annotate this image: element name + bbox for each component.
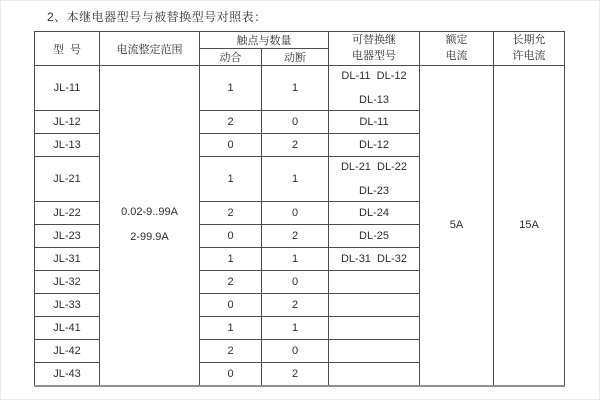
model-cell: JL-12 [35, 111, 100, 134]
current-setting-range-cell-line: 2-99.9A [130, 231, 169, 244]
normally-closed-count-cell: 1 [262, 317, 329, 340]
normally-open-count-cell: 0 [200, 294, 262, 317]
normally-open-count-cell: 1 [200, 66, 262, 111]
normally-open-count-cell: 0 [200, 225, 262, 248]
model-cell: JL-21 [35, 157, 100, 202]
replaceable-models-cell [329, 66, 420, 111]
normally-open-count-cell: 1 [200, 317, 262, 340]
replaceable-models-cell [329, 202, 420, 225]
replaceable-models-cell [329, 248, 420, 271]
longterm-current-cell-line: 15A [519, 219, 539, 232]
normally-open-count-cell: 2 [200, 271, 262, 294]
table-header [35, 32, 565, 66]
relay-comparison-table [34, 31, 565, 387]
normally-closed-count-cell: 1 [262, 248, 329, 271]
replaceable-models-cell [329, 157, 420, 202]
header-rated-line1: 额定 [445, 33, 468, 46]
normally-open-count-cell: 0 [200, 363, 262, 386]
replaceable-model-line: DL-21 DL-22 [340, 160, 408, 173]
replaceable-model-line: DL-24 [359, 206, 389, 219]
normally-open-count-cell: 2 [200, 202, 262, 225]
replaceable-model-line: DL-13 [359, 94, 389, 106]
rated-current-cell [420, 66, 494, 386]
table-row [35, 66, 565, 111]
header-current-range: 电流整定范围 [100, 32, 200, 66]
replaceable-models-cell [329, 225, 420, 248]
replaceable-models-cell [329, 271, 420, 294]
normally-closed-count-cell: 2 [262, 225, 329, 248]
current-setting-range-cell-line: 0.02-9..99A [121, 206, 178, 219]
model-cell: JL-43 [35, 363, 100, 386]
model-cell: JL-22 [35, 202, 100, 225]
header-longterm-line1: 长期允 [512, 33, 546, 46]
normally-open-count-cell: 0 [200, 134, 262, 157]
normally-closed-count-cell: 2 [262, 294, 329, 317]
normally-closed-count-cell: 1 [262, 66, 329, 111]
normally-closed-count-cell: 0 [262, 340, 329, 363]
model-cell: JL-41 [35, 317, 100, 340]
longterm-current-cell [494, 66, 565, 386]
header-replaceable [329, 32, 420, 66]
normally-closed-count-cell: 2 [262, 134, 329, 157]
replaceable-models-cell [329, 317, 420, 340]
replaceable-models-cell [329, 294, 420, 317]
model-cell: JL-42 [35, 340, 100, 363]
normally-closed-count-cell: 0 [262, 271, 329, 294]
replaceable-models-cell [329, 134, 420, 157]
normally-open-count-cell: 1 [200, 157, 262, 202]
replaceable-model-line: DL-11 DL-12 [341, 69, 407, 82]
header-normally-closed: 动断 [262, 49, 329, 66]
normally-closed-count-cell: 0 [262, 202, 329, 225]
model-cell: JL-13 [35, 134, 100, 157]
replaceable-model-line: DL-31 DL-32 [340, 252, 408, 265]
replaceable-model-line: DL-11 [359, 115, 389, 128]
header-longterm-current [494, 32, 565, 66]
normally-open-count-cell: 2 [200, 340, 262, 363]
model-cell: JL-11 [35, 66, 100, 111]
header-replaceable-line1: 可替换继 [352, 33, 396, 46]
normally-closed-count-cell: 2 [262, 363, 329, 386]
normally-closed-count-cell: 0 [262, 111, 329, 134]
model-cell: JL-33 [35, 294, 100, 317]
replaceable-models-cell [329, 111, 420, 134]
header-replaceable-line2: 电器型号 [352, 49, 396, 62]
replaceable-models-cell [329, 340, 420, 363]
replaceable-model-line: DL-25 [359, 229, 389, 242]
replaceable-model-line: DL-12 [359, 138, 389, 151]
header-normally-open: 动合 [200, 49, 262, 66]
normally-open-count-cell: 1 [200, 248, 262, 271]
model-cell: JL-32 [35, 271, 100, 294]
header-model: 型 号 [35, 32, 100, 66]
model-cell: JL-31 [35, 248, 100, 271]
table-body [35, 66, 565, 386]
replaceable-model-line: DL-23 [359, 185, 389, 197]
normally-closed-count-cell: 1 [262, 157, 329, 202]
header-rated-line2: 电流 [445, 49, 468, 62]
page-title: 2、本继电器型号与被替换型号对照表： [47, 10, 267, 24]
replaceable-models-cell [329, 363, 420, 386]
rated-current-cell-line: 5A [449, 219, 464, 232]
current-setting-range-cell [100, 66, 200, 386]
header-contacts-group: 触点与数量 [200, 32, 329, 49]
normally-open-count-cell: 2 [200, 111, 262, 134]
header-longterm-line2: 许电流 [512, 49, 546, 62]
header-rated-current [420, 32, 494, 66]
model-cell: JL-23 [35, 225, 100, 248]
header-row-1 [35, 32, 565, 49]
